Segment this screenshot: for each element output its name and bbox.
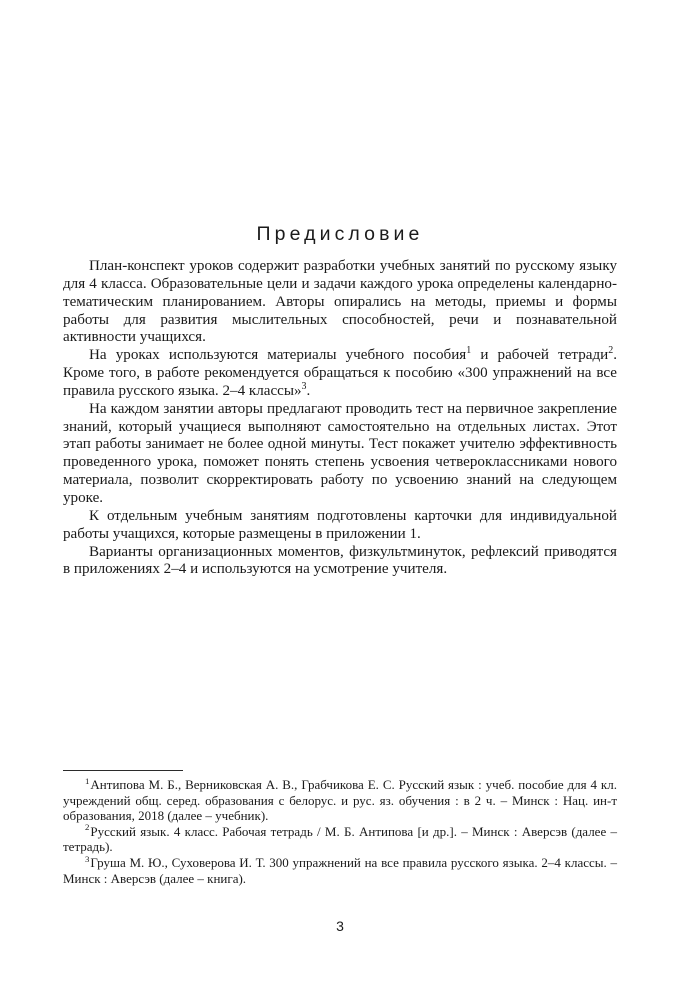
paragraph-2 [63, 347, 617, 401]
footnote-ref-1[interactable]: 1 [466, 345, 472, 357]
footnote-1-marker: 1 [85, 775, 90, 786]
paragraph-4: К отдельным учебным занятиям подготовлены карточки для индивидуальной работы учащихся, которые размещены в приложении 1. [63, 507, 617, 542]
footnote-area [63, 770, 617, 886]
footnote-separator-rule [63, 770, 183, 771]
page-title: Предисловие [256, 223, 424, 245]
paragraph-2-segment-1: На уроках используются материалы учебного пособия [89, 347, 467, 364]
footnote-ref-3[interactable]: 3 [301, 380, 307, 392]
paragraph-2-segment-3: . Кроме того, в работе рекомендуется обращаться к пособию «300 упражнений на все правила русского языка. 2–4 классы» [63, 347, 617, 399]
footnote-2-marker: 2 [85, 822, 90, 833]
paragraph-2-segment-2: и рабочей тетради [471, 347, 609, 364]
paragraph-3: На каждом занятии авторы предлагают проводить тест на первичное закрепление знаний, который учащиеся выполняют самостоятельно на отдельных листах. Этот этап работы занимает не более одной минуты. Тест покажет учителю эффективность проведенного урока, поможет понять степень усвоения четвероклассниками нового материала, позволит скорректировать работу по усвоению знаний на следующем уроке. [63, 400, 617, 506]
page-number: 3 [336, 918, 344, 934]
paragraph-2-segment-4: . [306, 382, 311, 399]
footnote-1 [63, 777, 617, 824]
body-text-block [63, 258, 617, 579]
footnote-1-text: Антипова М. Б., Верниковская А. В., Грабчикова Е. С. Русский язык : учеб. пособие для 4 кл. учреждений общ. серед. образования с белорус. и рус. яз. обучения : в 2 ч. – Минск : Нац. ин-т образования, 2018 (далее – учебник). [63, 777, 617, 824]
footnote-3-text: Груша М. Ю., Суховерова И. Т. 300 упражнений на все правила русского языка. 2–4 классы. – Минск : Аверсэв (далее – книга). [63, 854, 617, 886]
footnote-ref-2[interactable]: 2 [608, 345, 614, 357]
paragraph-1: План-конспект уроков содержит разработки учебных занятий по русскому языку для 4 класса. Образовательные цели и задачи каждого урока определены календарно-тематическим планированием. Авторы опирались на методы, приемы и формы работы для развития мыслительных способностей, речи и познавательной активности учащихся. [63, 258, 617, 346]
paragraph-5: Варианты организационных моментов, физкультминуток, рефлексий приводятся в приложениях 2–4 и используются на усмотрение учителя. [63, 543, 617, 578]
footnote-3 [63, 855, 617, 886]
footnote-2-text: Русский язык. 4 класс. Рабочая тетрадь / М. Б. Антипова [и др.]. – Минск : Аверсэв (далее – тетрадь). [63, 823, 617, 855]
footnote-2 [63, 824, 617, 855]
footnote-3-marker: 3 [85, 853, 90, 864]
